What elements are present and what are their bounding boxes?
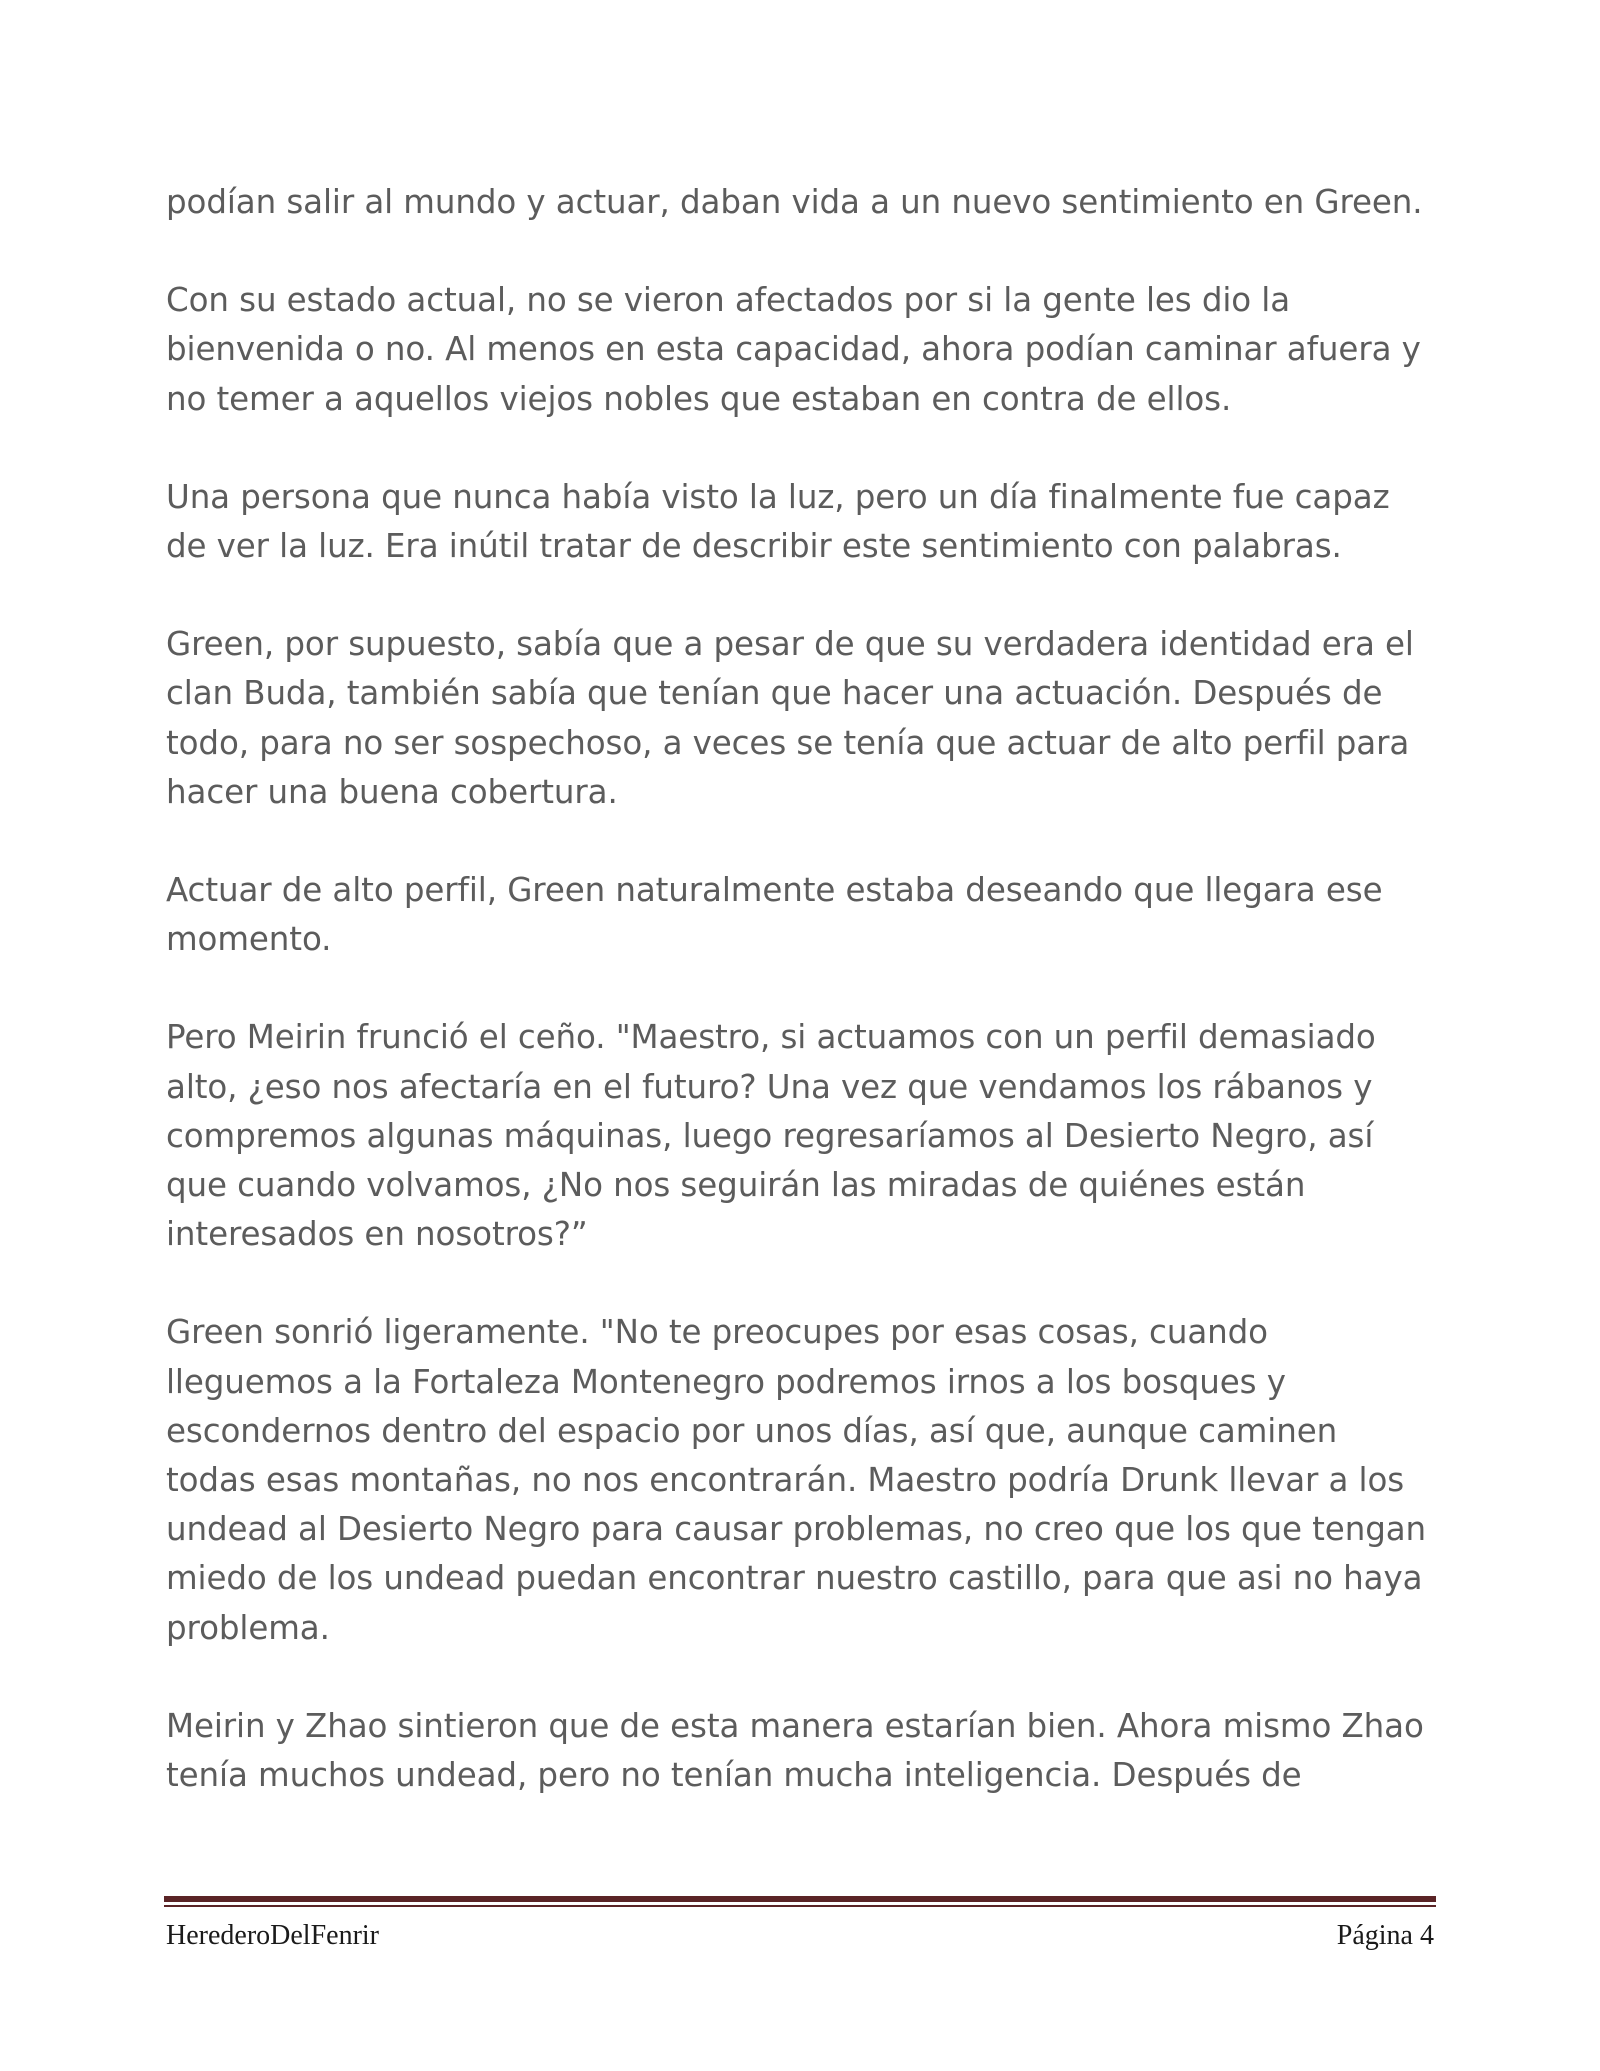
paragraph-1: podían salir al mundo y actuar, daban vida a un nuevo sentimiento en Green. [166, 183, 1423, 221]
paragraph-4: Green, por supuesto, sabía que a pesar de que su verdadera identidad era el clan Buda, también sabía que tenían que hacer una actuación. Después de todo, para no ser sospechoso, a veces se tenía que actuar de alto perfil para hacer una buena cobertura. [166, 625, 1414, 811]
page-footer [166, 1916, 1434, 1956]
paragraph-2: Con su estado actual, no se vieron afectados por si la gente les dio la bienvenida o no. Al menos en esta capacidad, ahora podían caminar afuera y no temer a aquellos viejos nobles que estaban en contra de ellos. [166, 281, 1421, 418]
footer-author: HerederoDelFenrir [166, 1920, 380, 1951]
paragraph-8: Meirin y Zhao sintieron que de esta manera estarían bien. Ahora mismo Zhao tenía muchos undead, pero no tenían mucha inteligencia. Después de [166, 1706, 1424, 1795]
paragraph-6: Pero Meirin frunció el ceño. "Maestro, si actuamos con un perfil demasiado alto, ¿eso nos afectaría en el futuro? Una vez que vendamos los rábanos y compremos algunas máquinas, luego regresaríamos al Desierto Negro, así que cuando volvamos, ¿No nos seguirán las miradas de quiénes están interesados en nosotros?” [166, 1018, 1376, 1254]
footer-page-number: Página 4 [1336, 1920, 1434, 1951]
body-text [166, 178, 1436, 1800]
paragraph-5: Actuar de alto perfil, Green naturalmente estaba deseando que llegara ese momento. [166, 871, 1383, 959]
footer-divider-thick [164, 1896, 1436, 1902]
paragraph-3: Una persona que nunca había visto la luz, pero un día finalmente fue capaz de ver la luz. Era inútil tratar de describir este sentimiento con palabras. [166, 477, 1390, 566]
footer-divider-thin [164, 1905, 1436, 1907]
paragraph-7: Green sonrió ligeramente. "No te preocupes por esas cosas, cuando lleguemos a la Fortaleza Montenegro podremos irnos a los bosques y escondernos dentro del espacio por unos días, así que, aunque caminen todas esas montañas, no nos encontrarán. Maestro podría Drunk llevar a los undead al Desierto Negro para causar problemas, no creo que los que tengan miedo de los undead puedan encontrar nuestro castillo, para que asi no haya problema. [166, 1313, 1427, 1647]
